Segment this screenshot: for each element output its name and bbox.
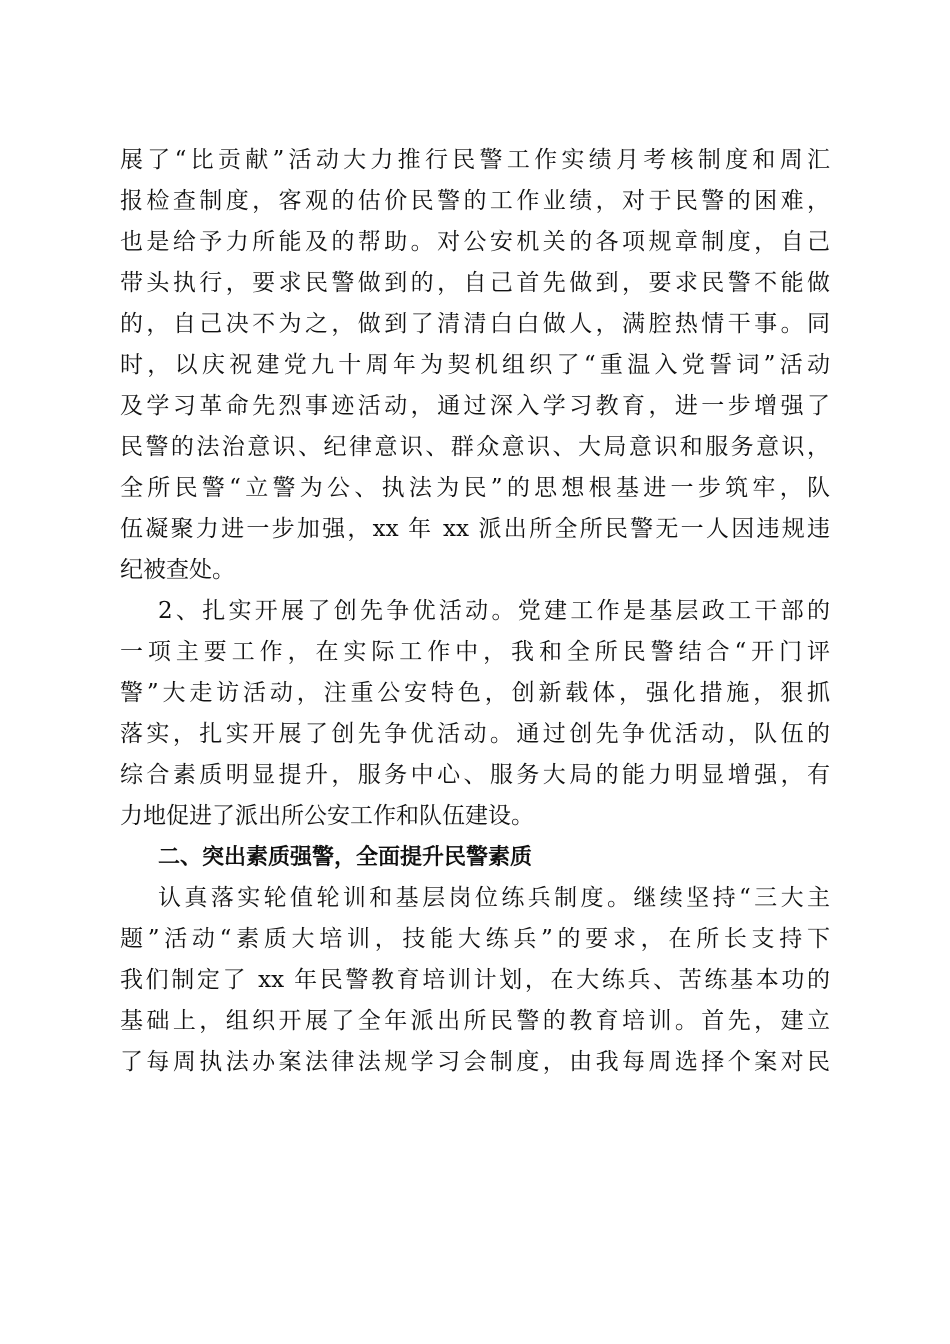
paragraph-line: 力地促进了派出所公安工作和队伍建设。 [120, 803, 534, 829]
paragraph-line: 展了“比贡献”活动大力推行民警工作实绩月考核制度和周汇 [120, 147, 830, 173]
paragraph-line: 认真落实轮值轮训和基层岗位练兵制度。继续坚持“三大主 [158, 885, 830, 911]
paragraph-line: 我们制定了 xx 年民警教育培训计划，在大练兵、苦练基本功的 [120, 967, 830, 993]
paragraph-line: 了每周执法办案法律法规学习会制度，由我每周选择个案对民 [120, 1049, 830, 1075]
document-body [120, 140, 830, 1083]
paragraph-line: 警”大走访活动，注重公安特色，创新载体，强化措施，狠抓 [120, 680, 830, 706]
paragraph-line: 基础上，组织开展了全年派出所民警的教育培训。首先，建立 [120, 1008, 830, 1034]
paragraph-line: 2、扎实开展了创先争优活动。党建工作是基层政工干部的 [158, 598, 830, 624]
paragraph-line: 也是给予力所能及的帮助。对公安机关的各项规章制度，自己 [120, 229, 830, 255]
paragraph-line: 题”活动“素质大培训，技能大练兵”的要求，在所长支持下 [120, 926, 830, 952]
paragraph-line: 及学习革命先烈事迹活动，通过深入学习教育，进一步增强了 [120, 393, 830, 419]
paragraph-line: 落实，扎实开展了创先争优活动。通过创先争优活动，队伍的 [120, 721, 830, 747]
paragraph-line: 报检查制度，客观的估价民警的工作业绩，对于民警的困难， [120, 188, 830, 214]
paragraph-line: 时，以庆祝建党九十周年为契机组织了“重温入党誓词”活动 [120, 352, 830, 378]
paragraph-line: 纪被查处。 [120, 557, 235, 583]
paragraph-line: 民警的法治意识、纪律意识、群众意识、大局意识和服务意识， [120, 434, 830, 460]
paragraph-line: 综合素质明显提升，服务中心、服务大局的能力明显增强，有 [120, 762, 830, 788]
paragraph-line: 一项主要工作，在实际工作中，我和全所民警结合“开门评 [120, 639, 830, 665]
paragraph-line: 带头执行，要求民警做到的，自己首先做到，要求民警不能做 [120, 270, 830, 296]
section-heading: 二、突出素质强警，全面提升民警素质 [158, 845, 533, 870]
paragraph-line: 全所民警“立警为公、执法为民”的思想根基进一步筑牢，队 [120, 475, 830, 501]
paragraph-line: 的，自己决不为之，做到了清清白白做人，满腔热情干事。同 [120, 311, 830, 337]
paragraph-line: 伍凝聚力进一步加强，xx 年 xx 派出所全所民警无一人因违规违 [120, 516, 830, 542]
